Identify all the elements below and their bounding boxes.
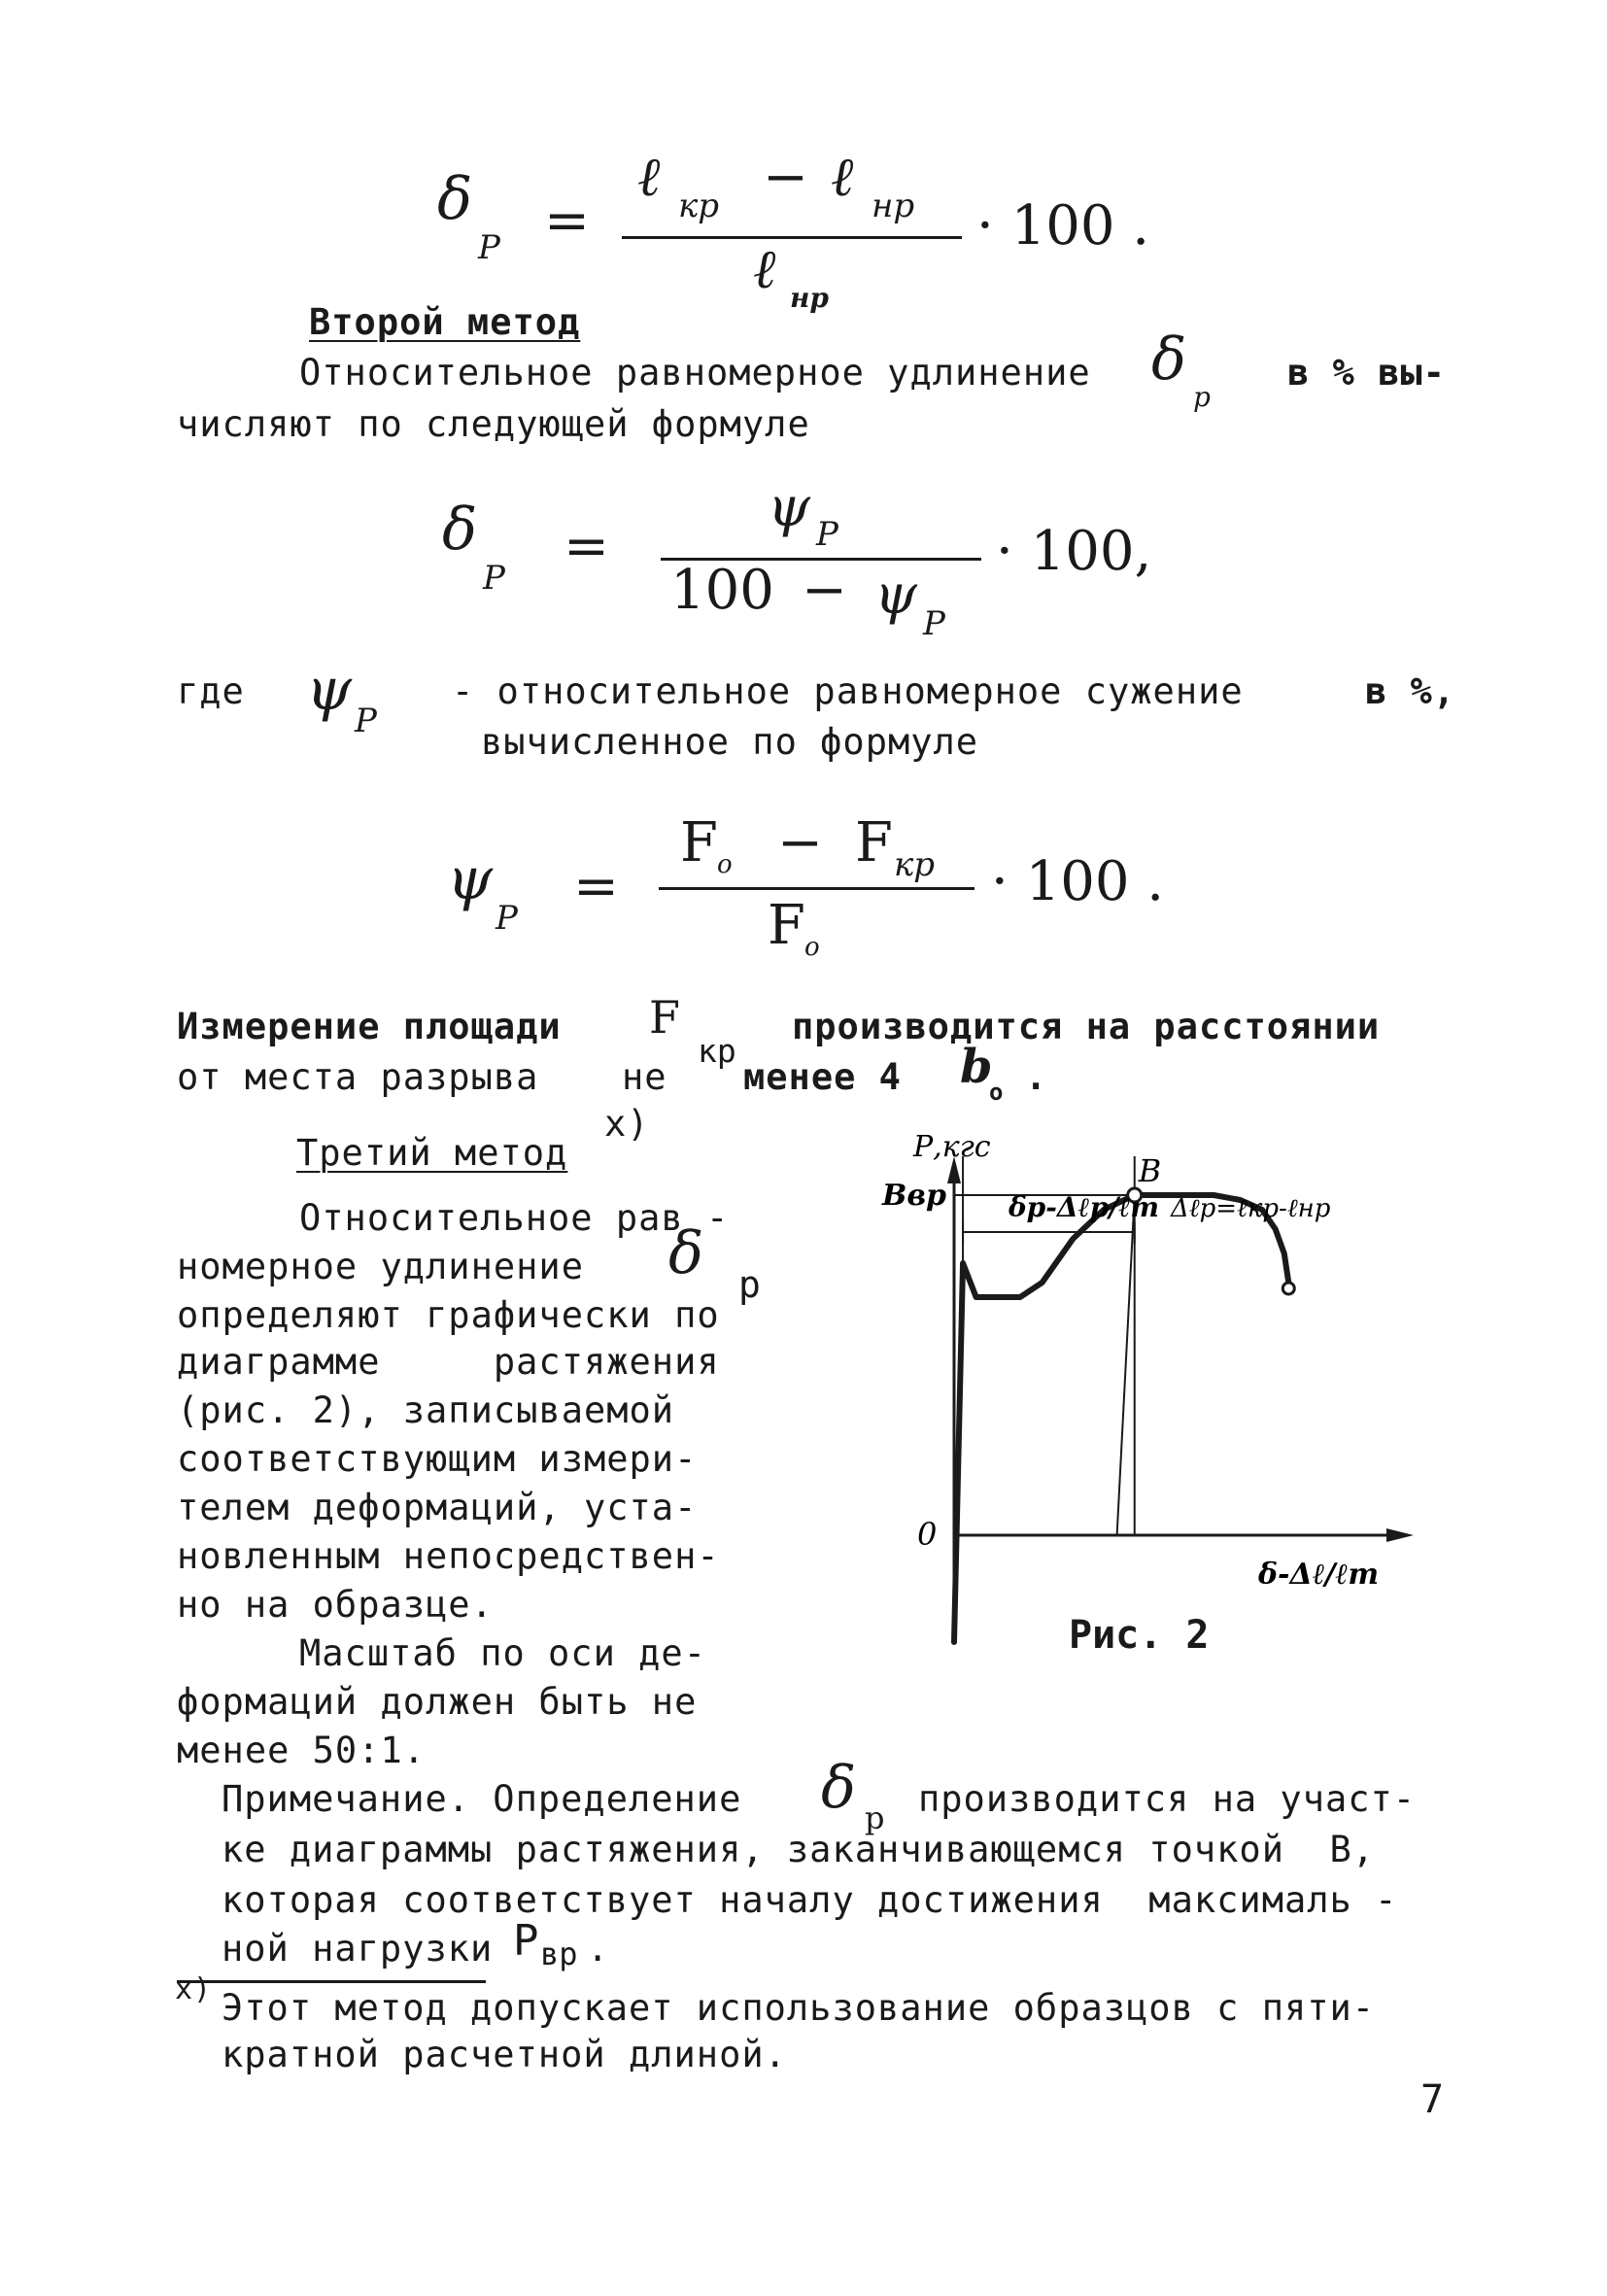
footnote-line-1: Этот метод допускает использование образцов с пяти-: [222, 1987, 1376, 2029]
curve-end-marker: [1282, 1283, 1294, 1294]
formula1-equals: =: [544, 189, 590, 253]
measurement-line1-a: Измерение площади: [177, 1006, 562, 1047]
formula3-num-a: F: [680, 811, 718, 874]
measurement-line2-ne: не: [622, 1056, 667, 1098]
section2-symbol-sub: р: [1193, 381, 1211, 413]
formula3-tail: · 100 .: [991, 850, 1165, 913]
section3-line-3: определяют графически по: [177, 1294, 720, 1336]
x-axis-arrow: [1386, 1528, 1414, 1542]
tension-curve: [954, 1195, 1288, 1642]
measurement-line2-sym: b: [960, 1040, 993, 1094]
formula1-tail: · 100 .: [976, 194, 1150, 257]
section3-line-2: номерное удлинение: [177, 1246, 584, 1287]
note-P-end: .: [587, 1928, 610, 1970]
section2-symbol: δ: [1151, 326, 1187, 394]
note-line-3: которая соответствует началу достижения максималь -: [222, 1879, 1398, 1921]
formula2-den-minus: −: [802, 559, 847, 622]
formula3-minus: −: [777, 811, 823, 874]
section3-line-4: диаграмме растяжения: [177, 1341, 720, 1383]
footnote-mark: x): [175, 1972, 213, 2006]
dimension-label-left: δр-Δℓр/ℓт: [1009, 1191, 1159, 1223]
formula2-den-b-sub: Р: [923, 604, 945, 643]
origin-label: 0: [917, 1516, 938, 1553]
section2-para-line1: Относительное равномерное удлинение: [299, 352, 1091, 394]
footnote-rule: [177, 1980, 486, 1983]
unloading-line-B: [1117, 1195, 1135, 1535]
measurement-F: F: [649, 991, 680, 1044]
formula1-minus: −: [763, 146, 808, 209]
formula1-num-b: ℓ: [831, 146, 854, 209]
note-line-4: ной нагрузки: [222, 1928, 494, 1970]
x-axis-label: δ-Δℓ/ℓт: [1258, 1558, 1380, 1592]
section3-scale-line-3: менее 50:1.: [177, 1730, 427, 1771]
formula1-den: ℓ: [753, 238, 776, 301]
section3-line-6: соответствующим измери-: [177, 1438, 698, 1480]
formula1-lhs: δ: [437, 165, 473, 233]
section2-para-line2: числяют по следующей формуле: [177, 403, 810, 445]
note-symbol: δ: [821, 1754, 857, 1822]
note-line-2: ке диаграммы растяжения, заканчивающемся точкой В,: [222, 1829, 1376, 1870]
section3-line-1: Относительное рав -: [299, 1197, 730, 1239]
where-line2: вычисленное по формуле: [481, 721, 979, 763]
level-label: Bвр: [882, 1179, 947, 1213]
section3-symbol: δ: [668, 1219, 704, 1287]
where-line1-tail: в %,: [1365, 670, 1456, 712]
note-P-sub: вр: [540, 1936, 578, 1972]
formula2-lhs: δ: [442, 496, 478, 564]
formula3-num-b: F: [855, 811, 893, 874]
formula2-tail: · 100,: [996, 520, 1152, 583]
formula1-fraction-bar: [622, 236, 962, 239]
section3-scale-line-1: Масштаб по оси де-: [299, 1632, 706, 1674]
where-label: где: [177, 670, 245, 712]
where-symbol: ψ: [306, 656, 353, 724]
formula2-lhs-sub: Р: [483, 559, 505, 598]
formula3-den: F: [768, 894, 805, 957]
point-B-label: B: [1138, 1152, 1162, 1189]
where-symbol-sub: Р: [355, 702, 377, 740]
footnote-line-2: кратной расчетной длиной.: [222, 2034, 787, 2075]
formula2-den-a: 100: [670, 559, 774, 622]
section3-line-7: телем деформаций, уста-: [177, 1487, 698, 1528]
note-P: P: [513, 1916, 539, 1966]
measurement-line2-sym-sub: о: [989, 1079, 1004, 1106]
section3-heading: Третий метод: [296, 1132, 568, 1174]
section3-scale-line-2: формаций должен быть не: [177, 1681, 698, 1723]
section3-symbol-sub: р: [738, 1263, 762, 1306]
formula2-num: ψ: [768, 476, 810, 539]
note-symbol-sub: р: [865, 1799, 885, 1836]
formula1-den-sub: нр: [790, 282, 829, 314]
measurement-line2-end: .: [1025, 1056, 1048, 1098]
formula3-equals: =: [573, 855, 619, 918]
dimension-label-right: Δℓр=ℓкр-ℓнр: [1171, 1194, 1331, 1223]
section2-para-line1-tail: в % вы-: [1287, 352, 1446, 394]
formula3-num-b-sub: кр: [894, 845, 936, 884]
formula3-num-a-sub: о: [717, 850, 733, 879]
formula1-num-a: ℓ: [637, 146, 661, 209]
formula2-den-b: ψ: [874, 564, 917, 627]
measurement-line1-b: производится на расстоянии: [792, 1006, 1381, 1047]
formula3-fraction-bar: [659, 887, 974, 890]
measurement-line2-b: менее 4: [743, 1056, 902, 1098]
section3-line-9: но на образце.: [177, 1584, 494, 1626]
figure-caption: Рис. 2: [1069, 1613, 1210, 1658]
where-line1: - относительное равномерное сужение: [452, 670, 1244, 712]
measurement-line2-a: от места разрыва: [177, 1056, 539, 1098]
measurement-F-sub: кр: [698, 1032, 736, 1070]
y-axis-label: Р,кгс: [913, 1130, 991, 1164]
note-line-1: Примечание. Определение: [222, 1778, 742, 1820]
section2-heading: Второй метод: [309, 301, 581, 343]
formula3-lhs: ψ: [447, 845, 494, 913]
formula1-num-b-sub: нр: [872, 187, 915, 225]
section3-line-5: (рис. 2), записываемой: [177, 1389, 675, 1431]
note-line-1-tail: производится на участ-: [918, 1778, 1417, 1820]
section3-heading-mark: x): [604, 1103, 650, 1145]
page-number: 7: [1420, 2077, 1445, 2122]
formula2-equals: =: [564, 515, 609, 578]
formula1-num-a-sub: кр: [678, 187, 720, 225]
formula2-num-sub: Р: [816, 515, 838, 554]
formula1-lhs-sub: Р: [478, 228, 500, 267]
formula3-den-sub: о: [804, 933, 820, 962]
section3-line-8: новленным непосредствен-: [177, 1535, 720, 1577]
formula3-lhs-sub: Р: [496, 899, 518, 938]
